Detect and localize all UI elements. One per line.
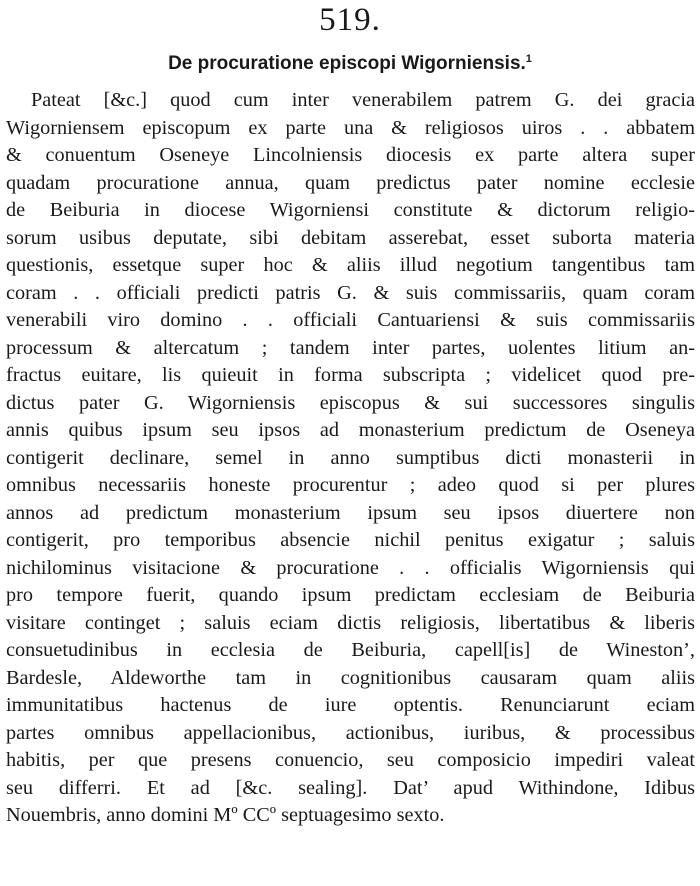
text-line: processum & altercatum ; tandem inter partes, uolentes litium an-	[6, 336, 695, 359]
text-line: omnibus necessariis honeste procurentur ; adeo quod si per plures	[6, 474, 695, 496]
text-line: coram . . officiali predicti patris G. & suis commissariis, quam coram	[6, 281, 695, 304]
text-line: fractus euitare, lis quieuit in forma subscripta ; videlicet quod pre-	[6, 364, 695, 386]
text-line: partes omnibus appellacionibus, actionibus, iuribus, & processibus	[6, 721, 695, 744]
text-line: annis quibus ipsum seu ipsos ad monasterium predictum de Oseneya	[6, 419, 695, 441]
text-line: visitare continget ; saluis eciam dictis religiosis, libertatibus & liberis	[6, 611, 695, 634]
text-line: questionis, essetque super hoc & aliis illud negotium tangentibus tam	[6, 254, 695, 276]
text-line: Wigorniensem episcopum ex parte una & religiosos uiros . . abbatem	[6, 116, 695, 139]
text-line: sorum usibus deputate, sibi debitam asserebat, esset suborta materia	[6, 226, 695, 249]
document-title-text: De procuratione episcopi Wigorniensis.	[168, 53, 526, 74]
document-body	[6, 87, 695, 830]
text-line: seu differri. Et ad [&c. sealing]. Dat’ apud Withindone, Idibus	[6, 776, 695, 799]
text-line: Pateat [&c.] quod cum inter venerabilem patrem G. dei gracia	[31, 89, 695, 111]
text-line: consuetudinibus in ecclesia de Beiburia, capell[is] de Wineston’,	[6, 639, 695, 661]
text-line: Nouembris, anno domini Mº CCº septuagesimo sexto.	[6, 804, 445, 826]
footnote-marker: 1	[525, 53, 532, 65]
text-line: Bardesle, Aldeworthe tam in cognitionibus causaram quam aliis	[6, 666, 695, 689]
text-line: de Beiburia in diocese Wigorniensi constitute & dictorum religio-	[6, 199, 695, 221]
text-line: annos ad predictum monasterium ipsum seu ipsos diuertere non	[6, 501, 695, 524]
text-line: contigerit declinare, semel in anno sumptibus dicti monasterii in	[6, 446, 695, 469]
text-line: venerabili viro domino . . officiali Cantuariensi & suis commissariis	[6, 309, 695, 331]
document-number: 519.	[319, 2, 381, 38]
text-line: immunitatibus hactenus de iure optentis. Renunciarunt eciam	[6, 694, 695, 716]
text-line: nichilominus visitacione & procuratione . . officialis Wigorniensis qui	[6, 556, 695, 579]
text-line: dictus pater G. Wigorniensis episcopus & sui successores singulis	[6, 391, 695, 414]
text-line: quadam procuratione annua, quam predictus pater nomine ecclesie	[6, 171, 695, 194]
document-title	[0, 52, 700, 76]
text-line: & conuentum Oseneye Lincolniensis diocesis ex parte altera super	[6, 144, 695, 166]
text-line: contigerit, pro temporibus absencie nichil penitus exigatur ; saluis	[6, 529, 695, 551]
text-line: habitis, per que presens conuencio, seu composicio impediri valeat	[6, 749, 695, 771]
text-line: pro tempore fuerit, quando ipsum predictam ecclesiam de Beiburia	[6, 584, 695, 606]
